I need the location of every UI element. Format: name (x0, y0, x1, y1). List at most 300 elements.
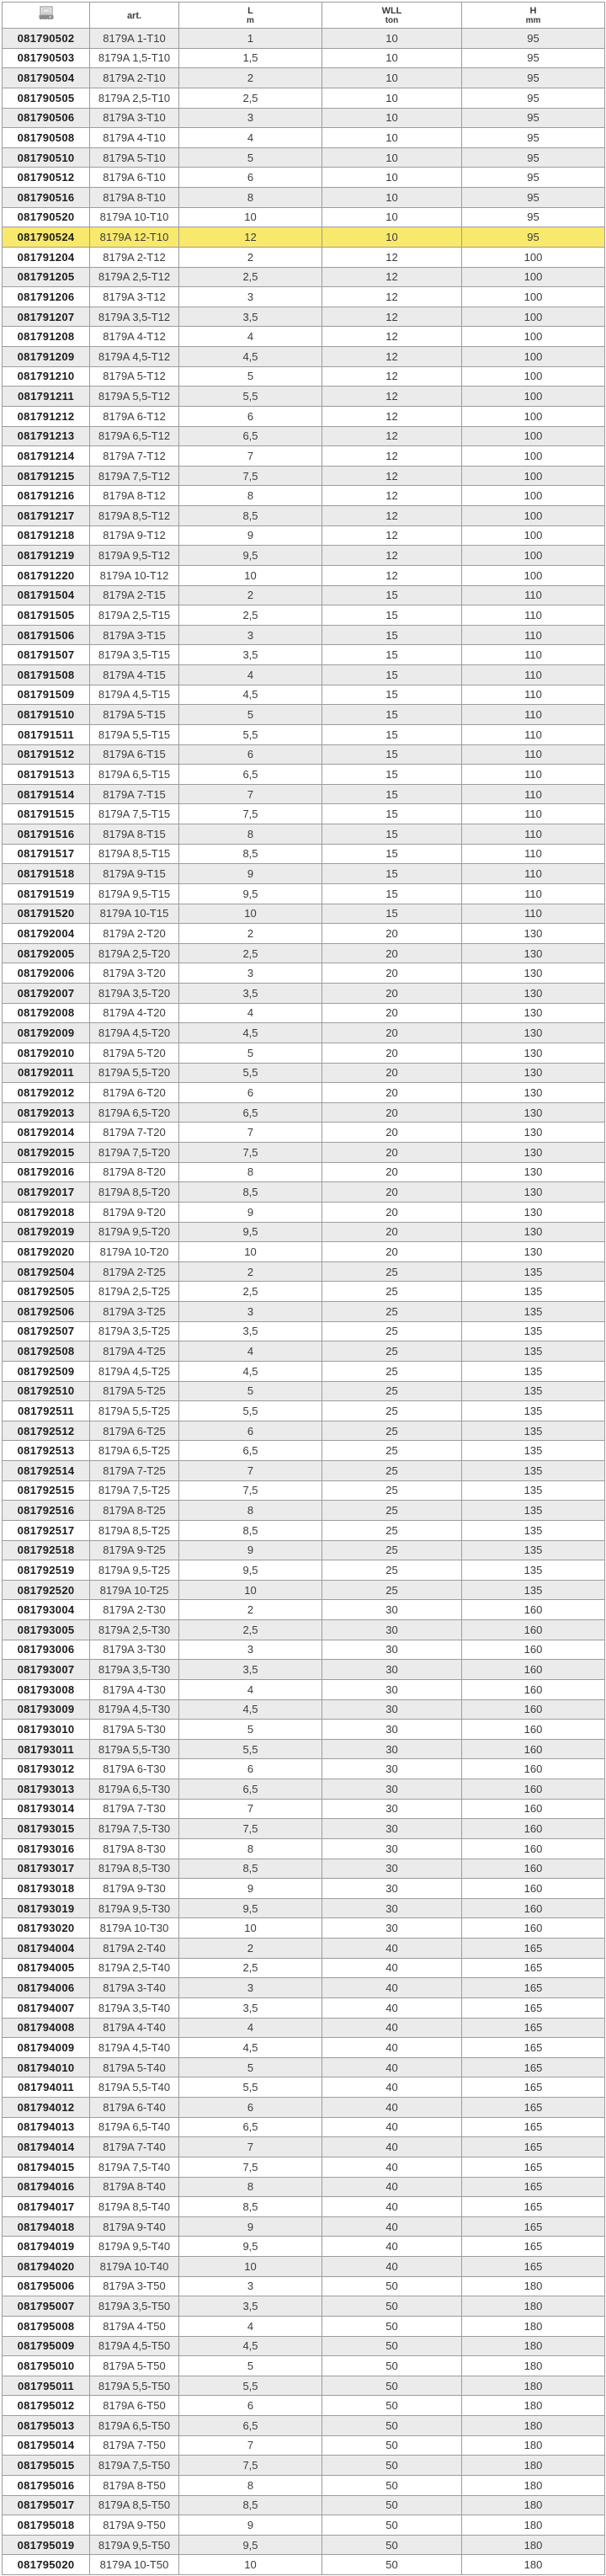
cell-art: 8179A 1,5-T10 (90, 48, 179, 68)
cell-height: 135 (462, 1282, 605, 1302)
cell-length: 2 (179, 1600, 322, 1620)
cell-art: 8179A 5-T40 (90, 2057, 179, 2077)
cell-art: 8179A 3-T25 (90, 1302, 179, 1322)
cell-art: 8179A 12-T10 (90, 227, 179, 248)
cell-length: 3 (179, 2276, 322, 2296)
cell-wll: 20 (322, 1123, 462, 1143)
cell-height: 180 (462, 2316, 605, 2336)
table-row (3, 1461, 605, 1481)
cell-art: 8179A 8-T12 (90, 486, 179, 506)
cell-art: 8179A 7-T20 (90, 1123, 179, 1143)
cell-length: 4,5 (179, 347, 322, 367)
cell-height: 160 (462, 1879, 605, 1899)
cell-id: 081795020 (3, 2555, 90, 2575)
cell-wll: 40 (322, 2197, 462, 2217)
table-row (3, 2216, 605, 2237)
cell-art: 8179A 6-T50 (90, 2396, 179, 2416)
cell-height: 130 (462, 1083, 605, 1103)
cell-art: 8179A 7,5-T15 (90, 804, 179, 824)
cell-id: 081792017 (3, 1182, 90, 1203)
table-row (3, 1560, 605, 1581)
cell-height: 130 (462, 1242, 605, 1262)
table-row (3, 1302, 605, 1322)
cell-art: 8179A 5-T50 (90, 2356, 179, 2376)
cell-wll: 50 (322, 2555, 462, 2575)
cell-art: 8179A 4-T40 (90, 2018, 179, 2038)
table-row (3, 2077, 605, 2098)
cell-art: 8179A 4-T15 (90, 665, 179, 685)
cell-height: 100 (462, 426, 605, 446)
cell-wll: 25 (322, 1282, 462, 1302)
cell-length: 10 (179, 1580, 322, 1600)
cell-wll: 10 (322, 227, 462, 248)
cell-height: 100 (462, 247, 605, 267)
table-row (3, 446, 605, 467)
cell-height: 165 (462, 2098, 605, 2118)
table-row (3, 108, 605, 128)
cell-length: 2,5 (179, 88, 322, 108)
cell-height: 130 (462, 1063, 605, 1083)
cell-length: 7,5 (179, 1480, 322, 1501)
cell-height: 165 (462, 1978, 605, 1998)
cell-height: 95 (462, 48, 605, 68)
cell-art: 8179A 4-T25 (90, 1341, 179, 1362)
cell-wll: 20 (322, 1202, 462, 1222)
table-row (3, 2257, 605, 2277)
cell-length: 4 (179, 1003, 322, 1023)
cell-length: 9 (179, 1202, 322, 1222)
cell-height: 180 (462, 2535, 605, 2555)
cell-wll: 50 (322, 2296, 462, 2317)
cell-id: 081792015 (3, 1143, 90, 1163)
cell-art: 8179A 9,5-T12 (90, 546, 179, 566)
cell-id: 081791216 (3, 486, 90, 506)
cell-id: 081791515 (3, 804, 90, 824)
cell-length: 6,5 (179, 1441, 322, 1461)
cell-height: 100 (462, 525, 605, 546)
table-row (3, 486, 605, 506)
cell-art: 8179A 8,5-T25 (90, 1520, 179, 1540)
cell-length: 8 (179, 2177, 322, 2197)
cell-height: 160 (462, 1699, 605, 1720)
cell-height: 160 (462, 1799, 605, 1819)
cell-id: 081793007 (3, 1660, 90, 1680)
column-header-wll (322, 3, 462, 29)
cell-art: 8179A 6-T40 (90, 2098, 179, 2118)
cell-art: 8179A 8,5-T15 (90, 844, 179, 864)
cell-id: 081791509 (3, 685, 90, 705)
cell-height: 110 (462, 744, 605, 765)
cell-art: 8179A 8-T40 (90, 2177, 179, 2197)
cell-wll: 50 (322, 2535, 462, 2555)
cell-wll: 25 (322, 1580, 462, 1600)
cell-wll: 12 (322, 486, 462, 506)
cell-wll: 12 (322, 506, 462, 526)
cell-length: 3,5 (179, 1321, 322, 1341)
cell-height: 130 (462, 1222, 605, 1242)
cell-wll: 20 (322, 1242, 462, 1262)
cell-length: 9,5 (179, 1222, 322, 1242)
cell-id: 081791204 (3, 247, 90, 267)
cell-length: 2,5 (179, 943, 322, 963)
cell-wll: 15 (322, 665, 462, 685)
table-row (3, 1441, 605, 1461)
cell-id: 081791208 (3, 327, 90, 347)
table-row (3, 366, 605, 387)
cell-art: 8179A 2-T15 (90, 585, 179, 605)
cell-id: 081795015 (3, 2456, 90, 2476)
cell-height: 130 (462, 1023, 605, 1043)
cell-length: 9,5 (179, 546, 322, 566)
cell-id: 081791512 (3, 744, 90, 765)
cell-height: 180 (462, 2296, 605, 2317)
cell-id: 081793005 (3, 1620, 90, 1640)
cell-length: 6 (179, 406, 322, 426)
cell-length: 2,5 (179, 1620, 322, 1640)
cell-height: 135 (462, 1461, 605, 1481)
cell-art: 8179A 4,5-T15 (90, 685, 179, 705)
cell-art: 8179A 10-T15 (90, 904, 179, 924)
cell-wll: 25 (322, 1321, 462, 1341)
cell-id: 081791210 (3, 366, 90, 387)
cell-length: 2 (179, 68, 322, 88)
table-row (3, 1361, 605, 1381)
cell-art: 8179A 5-T12 (90, 366, 179, 387)
cell-height: 180 (462, 2376, 605, 2396)
cell-art: 8179A 4,5-T20 (90, 1023, 179, 1043)
cell-art: 8179A 9,5-T40 (90, 2237, 179, 2257)
cell-art: 8179A 9,5-T25 (90, 1560, 179, 1581)
cell-wll: 25 (322, 1421, 462, 1441)
cell-art: 8179A 6,5-T50 (90, 2416, 179, 2436)
cell-wll: 15 (322, 864, 462, 884)
cell-id: 081794007 (3, 1997, 90, 2018)
cell-id: 081795017 (3, 2495, 90, 2515)
cell-length: 5 (179, 1043, 322, 1063)
cell-height: 135 (462, 1540, 605, 1560)
table-row (3, 466, 605, 486)
cell-height: 135 (462, 1580, 605, 1600)
cell-height: 130 (462, 1162, 605, 1182)
table-row (3, 1859, 605, 1879)
cell-height: 180 (462, 2336, 605, 2356)
cell-wll: 30 (322, 1739, 462, 1759)
cell-art: 8179A 3,5-T40 (90, 1997, 179, 2018)
cell-height: 110 (462, 883, 605, 904)
cell-id: 081792509 (3, 1361, 90, 1381)
cell-height: 100 (462, 287, 605, 307)
cell-art: 8179A 3-T10 (90, 108, 179, 128)
cell-height: 100 (462, 366, 605, 387)
cell-wll: 25 (322, 1261, 462, 1282)
cell-art: 8179A 9-T50 (90, 2515, 179, 2536)
cell-id: 081791212 (3, 406, 90, 426)
cell-art: 8179A 7,5-T50 (90, 2456, 179, 2476)
cell-length: 5,5 (179, 2376, 322, 2396)
cell-wll: 25 (322, 1461, 462, 1481)
cell-wll: 40 (322, 2157, 462, 2177)
cell-id: 081792014 (3, 1123, 90, 1143)
cell-wll: 40 (322, 2117, 462, 2137)
cell-height: 160 (462, 1600, 605, 1620)
table-row (3, 1879, 605, 1899)
cell-wll: 50 (322, 2475, 462, 2495)
cell-wll: 12 (322, 267, 462, 287)
cell-id: 081791217 (3, 506, 90, 526)
table-row (3, 943, 605, 963)
cell-art: 8179A 3,5-T25 (90, 1321, 179, 1341)
cell-wll: 40 (322, 2018, 462, 2038)
cell-wll: 10 (322, 207, 462, 227)
cell-length: 10 (179, 1242, 322, 1262)
table-row (3, 1102, 605, 1123)
cell-art: 8179A 2,5-T40 (90, 1958, 179, 1978)
cell-wll: 20 (322, 1102, 462, 1123)
cell-id: 081791507 (3, 645, 90, 665)
cell-height: 160 (462, 1838, 605, 1859)
cell-wll: 40 (322, 2237, 462, 2257)
cell-art: 8179A 5,5-T50 (90, 2376, 179, 2396)
cell-length: 6,5 (179, 426, 322, 446)
cell-art: 8179A 5-T15 (90, 705, 179, 725)
table-row (3, 2237, 605, 2257)
cell-wll: 25 (322, 1361, 462, 1381)
cell-id: 081792012 (3, 1083, 90, 1103)
cell-height: 180 (462, 2416, 605, 2436)
cell-art: 8179A 5,5-T30 (90, 1739, 179, 1759)
cell-length: 4 (179, 665, 322, 685)
cell-height: 110 (462, 904, 605, 924)
cell-art: 8179A 6-T10 (90, 168, 179, 188)
cell-length: 6,5 (179, 1779, 322, 1800)
cell-length: 7 (179, 2435, 322, 2456)
cell-wll: 12 (322, 446, 462, 467)
cell-wll: 20 (322, 1063, 462, 1083)
cell-length: 4 (179, 128, 322, 148)
cell-length: 4 (179, 1679, 322, 1699)
cell-art: 8179A 2-T40 (90, 1939, 179, 1959)
cell-id: 081794019 (3, 2237, 90, 2257)
cell-wll: 30 (322, 1660, 462, 1680)
cell-art: 8179A 2,5-T10 (90, 88, 179, 108)
table-row (3, 1143, 605, 1163)
cell-length: 8 (179, 1501, 322, 1521)
cell-height: 180 (462, 2356, 605, 2376)
cell-height: 130 (462, 963, 605, 984)
cell-height: 165 (462, 2216, 605, 2237)
table-row (3, 605, 605, 626)
table-row (3, 844, 605, 864)
table-row (3, 744, 605, 765)
cell-height: 160 (462, 1898, 605, 1918)
table-row (3, 68, 605, 88)
cell-length: 8 (179, 1162, 322, 1182)
cell-length: 10 (179, 2555, 322, 2575)
cell-wll: 15 (322, 904, 462, 924)
table-row (3, 1958, 605, 1978)
table-row (3, 2018, 605, 2038)
table-row (3, 645, 605, 665)
cell-art: 8179A 6-T30 (90, 1759, 179, 1779)
table-row (3, 904, 605, 924)
cell-height: 165 (462, 2177, 605, 2197)
cell-art: 8179A 2-T30 (90, 1600, 179, 1620)
cell-length: 3,5 (179, 2296, 322, 2317)
table-row (3, 88, 605, 108)
cell-length: 2 (179, 1939, 322, 1959)
cell-art: 8179A 10-T20 (90, 1242, 179, 1262)
cell-art: 8179A 9,5-T30 (90, 1898, 179, 1918)
table-row (3, 1023, 605, 1043)
cell-wll: 12 (322, 426, 462, 446)
cell-id: 081792016 (3, 1162, 90, 1182)
table-row (3, 426, 605, 446)
cell-art: 8179A 4-T10 (90, 128, 179, 148)
cell-height: 110 (462, 724, 605, 744)
table-row (3, 1401, 605, 1421)
table-row (3, 685, 605, 705)
cell-id: 081795014 (3, 2435, 90, 2456)
table-row (3, 2475, 605, 2495)
cell-id: 081792518 (3, 1540, 90, 1560)
cell-length: 5,5 (179, 2077, 322, 2098)
cell-length: 9 (179, 2515, 322, 2536)
table-row (3, 1083, 605, 1103)
table-row (3, 1978, 605, 1998)
column-header-code (3, 3, 90, 29)
cell-art: 8179A 2-T12 (90, 247, 179, 267)
table-row (3, 128, 605, 148)
cell-id: 081792007 (3, 984, 90, 1004)
table-row (3, 207, 605, 227)
cell-id: 081793015 (3, 1819, 90, 1839)
header-row (3, 3, 605, 29)
cell-art: 8179A 7-T30 (90, 1799, 179, 1819)
cell-id: 081795010 (3, 2356, 90, 2376)
cell-height: 135 (462, 1341, 605, 1362)
cell-id: 081795006 (3, 2276, 90, 2296)
cell-length: 10 (179, 2257, 322, 2277)
cell-wll: 12 (322, 466, 462, 486)
cell-wll: 50 (322, 2515, 462, 2536)
cell-wll: 20 (322, 1182, 462, 1203)
cell-id: 081792515 (3, 1480, 90, 1501)
table-row (3, 824, 605, 845)
cell-id: 081793016 (3, 1838, 90, 1859)
cell-art: 8179A 4,5-T50 (90, 2336, 179, 2356)
cell-id: 081791520 (3, 904, 90, 924)
column-unit-length: m (247, 15, 254, 25)
cell-art: 8179A 2,5-T25 (90, 1282, 179, 1302)
cell-length: 4,5 (179, 1361, 322, 1381)
table-row (3, 347, 605, 367)
cell-height: 100 (462, 307, 605, 327)
cell-height: 135 (462, 1381, 605, 1401)
cell-id: 081790524 (3, 227, 90, 248)
table-row (3, 2456, 605, 2476)
cell-length: 4 (179, 2018, 322, 2038)
cell-wll: 10 (322, 108, 462, 128)
cell-height: 130 (462, 1102, 605, 1123)
table-row (3, 1421, 605, 1441)
cell-id: 081791214 (3, 446, 90, 467)
cell-length: 7,5 (179, 2157, 322, 2177)
cell-height: 110 (462, 665, 605, 685)
cell-id: 081794008 (3, 2018, 90, 2038)
cell-length: 5 (179, 366, 322, 387)
table-row (3, 1261, 605, 1282)
cell-length: 9,5 (179, 2237, 322, 2257)
cell-length: 2 (179, 247, 322, 267)
cell-art: 8179A 5,5-T40 (90, 2077, 179, 2098)
cell-length: 3 (179, 625, 322, 645)
cell-length: 8 (179, 1838, 322, 1859)
cell-wll: 30 (322, 1799, 462, 1819)
cell-length: 7,5 (179, 466, 322, 486)
cell-wll: 15 (322, 765, 462, 785)
cell-id: 081790502 (3, 29, 90, 49)
table-row (3, 1222, 605, 1242)
cell-height: 165 (462, 1939, 605, 1959)
cell-height: 130 (462, 984, 605, 1004)
table-row (3, 406, 605, 426)
cell-id: 081793006 (3, 1640, 90, 1660)
cell-id: 081791206 (3, 287, 90, 307)
cell-height: 180 (462, 2456, 605, 2476)
cell-art: 8179A 6,5-T25 (90, 1441, 179, 1461)
cell-wll: 40 (322, 1958, 462, 1978)
cell-wll: 30 (322, 1759, 462, 1779)
cell-length: 9,5 (179, 2535, 322, 2555)
cell-length: 5,5 (179, 1063, 322, 1083)
table-row (3, 2117, 605, 2137)
cell-art: 8179A 6,5-T30 (90, 1779, 179, 1800)
table-row (3, 1997, 605, 2018)
cell-wll: 40 (322, 2137, 462, 2157)
cell-wll: 30 (322, 1699, 462, 1720)
cell-art: 8179A 8-T10 (90, 188, 179, 208)
cell-height: 180 (462, 2396, 605, 2416)
cell-id: 081792010 (3, 1043, 90, 1063)
cell-art: 8179A 4,5-T30 (90, 1699, 179, 1720)
cell-length: 5 (179, 705, 322, 725)
table-row (3, 1580, 605, 1600)
cell-length: 7 (179, 1123, 322, 1143)
cell-art: 8179A 8-T15 (90, 824, 179, 845)
cell-id: 081793018 (3, 1879, 90, 1899)
cell-art: 8179A 6,5-T15 (90, 765, 179, 785)
table-row (3, 387, 605, 407)
cell-art: 8179A 3,5-T12 (90, 307, 179, 327)
table-row (3, 1699, 605, 1720)
cell-height: 130 (462, 924, 605, 944)
cell-length: 3,5 (179, 307, 322, 327)
cell-id: 081793008 (3, 1679, 90, 1699)
cell-id: 081791219 (3, 546, 90, 566)
cell-wll: 30 (322, 1898, 462, 1918)
cell-height: 135 (462, 1401, 605, 1421)
cell-wll: 30 (322, 1640, 462, 1660)
cell-id: 081791510 (3, 705, 90, 725)
cell-length: 5,5 (179, 1739, 322, 1759)
table-row (3, 1123, 605, 1143)
table-row (3, 1341, 605, 1362)
cell-wll: 15 (322, 645, 462, 665)
cell-wll: 15 (322, 744, 462, 765)
cell-art: 8179A 3,5-T30 (90, 1660, 179, 1680)
cell-length: 6 (179, 744, 322, 765)
table-row (3, 2137, 605, 2157)
